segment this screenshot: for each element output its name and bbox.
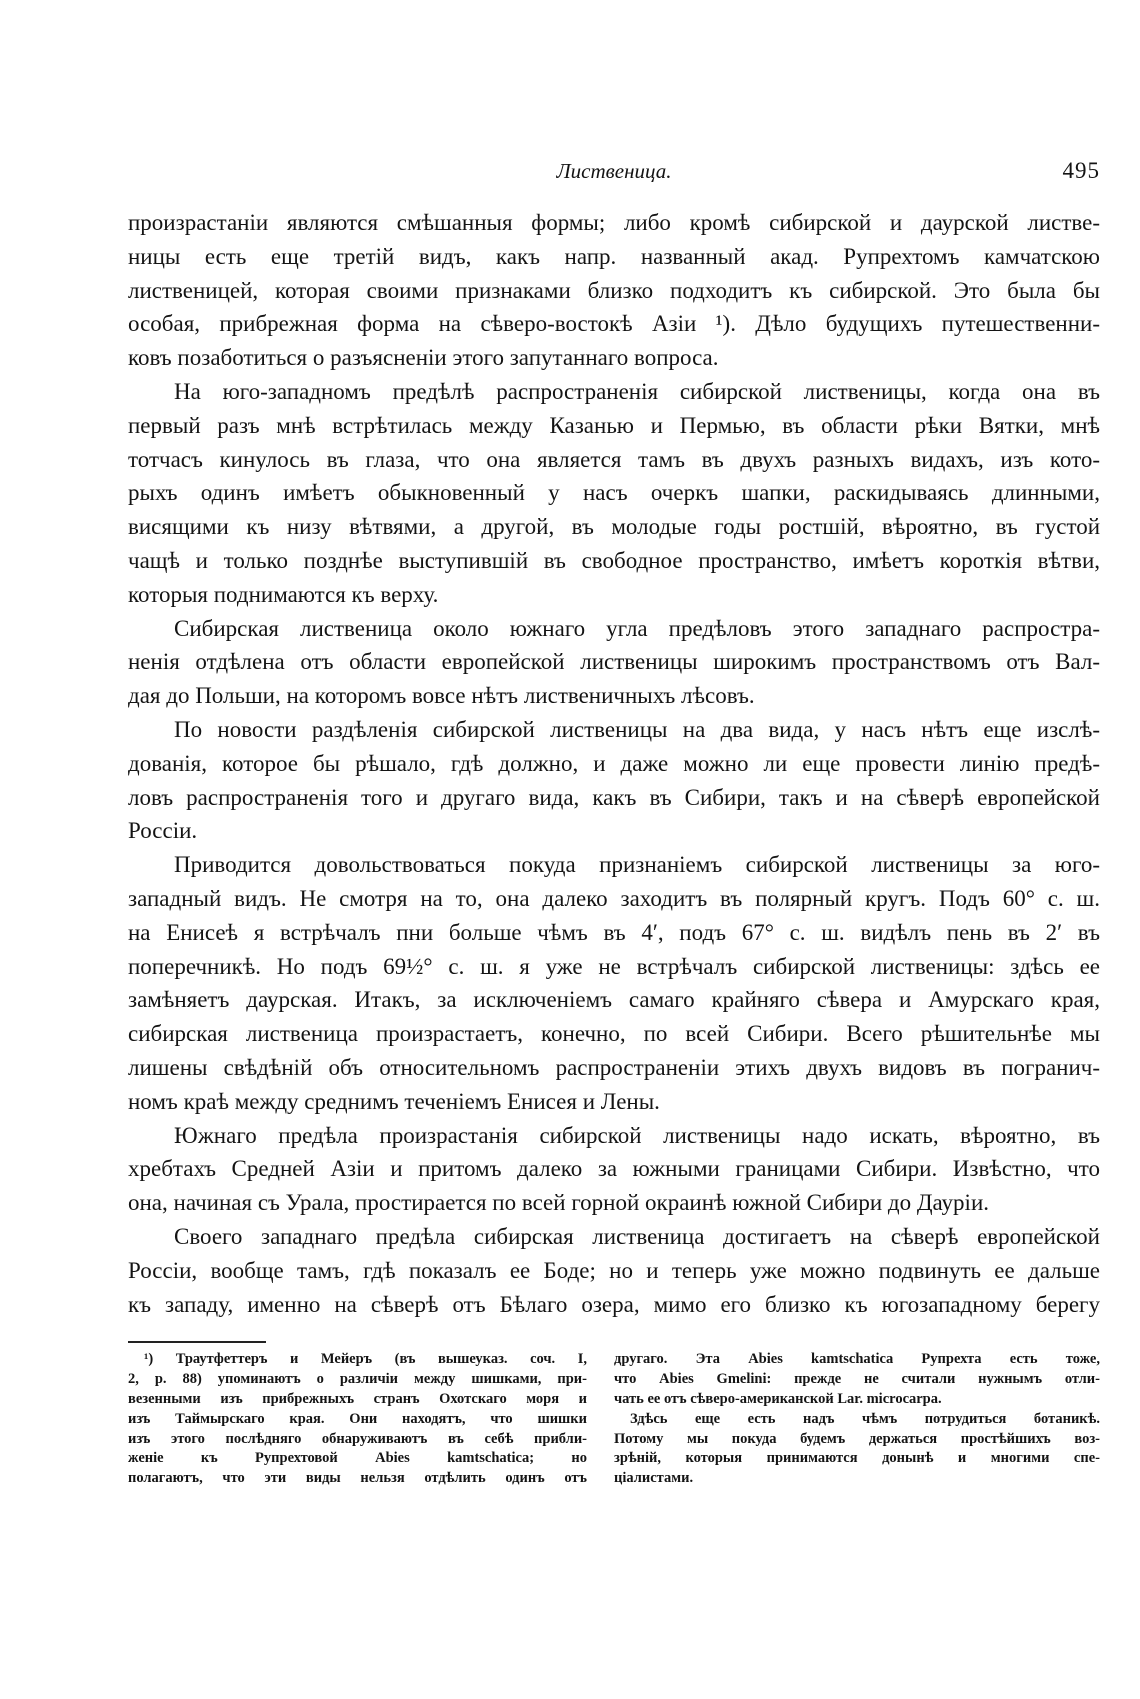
- footnote: [128, 1350, 587, 1489]
- text-line: на Енисеѣ я встрѣчалъ пни больше чѣмъ въ 4′, подъ 67° с. ш. видѣлъ пень въ 2′ въ: [128, 919, 1100, 945]
- text-line: ницы есть еще третій видъ, какъ напр. названный акад. Рупрехтомъ камчатскою: [128, 243, 1100, 269]
- paragraph: [128, 848, 1100, 1118]
- text-line: къ западу, именно на сѣверѣ отъ Бѣлаго озера, мимо его близко къ югозападному берегу: [128, 1291, 1100, 1317]
- text-line: сибирская лиственица произрастаетъ, конечно, по всей Сибири. Всего рѣшительнѣе мы: [128, 1021, 1100, 1047]
- text-line: Здѣсь еще есть надъ чѣмъ потрудиться ботаникѣ.: [630, 1410, 1100, 1427]
- text-line: что Abies Gmelini: прежде не считали нужнымъ отли-: [614, 1370, 1100, 1387]
- text-line: поперечникѣ. Но подъ 69½° с. ш. я уже не встрѣчалъ сибирской лиственицы: здѣсь ее: [128, 953, 1100, 979]
- footnote: [614, 1350, 1100, 1410]
- text-line: 2, p. 88) упоминаютъ о различіи между шишками, при-: [128, 1370, 587, 1387]
- text-line: другаго. Эта Abies kamtschatica Рупрехта есть тоже,: [614, 1351, 1100, 1367]
- text-line: лиственицей, которая своими признаками близко подходитъ къ сибирской. Это была бы: [128, 277, 1100, 303]
- text-line: западный видъ. Не смотря на то, она далеко заходитъ въ полярный кругъ. Подъ 60° с. ш.: [128, 885, 1100, 911]
- text-line: дая до Польши, на которомъ вовсе нѣтъ лиственичныхъ лѣсовъ.: [128, 683, 755, 709]
- text-line: Своего западнаго предѣла сибирская лиственица достигаетъ на сѣверѣ европейской: [174, 1223, 1100, 1249]
- text-line: На юго-западномъ предѣлѣ распространенія сибирской лиственицы, когда она въ: [174, 378, 1100, 404]
- text-line: Потому мы покуда будемъ держаться простѣйшихъ воз-: [614, 1430, 1100, 1447]
- text-line: ковъ позаботиться о разъясненіи этого запутаннаго вопроса.: [128, 345, 719, 371]
- footnotes-left-column: [128, 1350, 587, 1489]
- text-line: Приводится довольствоваться покуда признаніемъ сибирской лиственицы за юго-: [174, 852, 1100, 878]
- footnotes-right-column: [614, 1350, 1100, 1489]
- text-line: первый разъ мнѣ встрѣтилась между Казанью и Пермью, въ области рѣки Вятки, мнѣ: [128, 412, 1100, 438]
- text-line: женіе къ Рупрехтовой Abies kamtschatica; но: [128, 1450, 587, 1467]
- text-line: ціалистами.: [614, 1470, 694, 1487]
- text-line: произрастаніи являются смѣшанныя формы; либо кромѣ сибирской и даурской листве-: [128, 210, 1100, 235]
- text-line: зрѣній, которыя принимаются донынѣ и многими спе-: [614, 1450, 1100, 1467]
- page-number: 495: [1062, 158, 1100, 183]
- paragraph: [128, 1119, 1100, 1220]
- paragraph: [128, 375, 1100, 612]
- text-line: Сибирская лиственица около южнаго угла предѣловъ этого западнаго распростра-: [174, 615, 1100, 641]
- paragraph: [128, 206, 1100, 375]
- paragraph: [128, 713, 1100, 848]
- footnote-separator: [128, 1341, 266, 1343]
- text-line: полагаютъ, что эти виды нельзя отдѣлить одинъ отъ: [128, 1470, 587, 1487]
- text-line: тотчасъ кинулось въ глаза, что она является тамъ въ двухъ разныхъ видахъ, изъ кото-: [128, 446, 1100, 472]
- running-title: Лиственица.: [556, 159, 672, 183]
- text-line: хребтахъ Средней Азіи и притомъ далеко за южными границами Сибири. Извѣстно, что: [128, 1156, 1100, 1182]
- text-line: Южнаго предѣла произрастанія сибирской лиственицы надо искать, вѣроятно, въ: [174, 1122, 1100, 1148]
- text-line: везенными изъ прибрежныхъ странъ Охотскаго моря и: [128, 1390, 587, 1407]
- text-line: особая, прибрежная форма на сѣверо-востокѣ Азіи ¹). Дѣло будущихъ путешественни-: [128, 311, 1100, 337]
- text-line: рыхъ одинъ имѣетъ обыкновенный у насъ очеркъ шапки, раскидываясь длинными,: [128, 480, 1100, 506]
- text-line: ненія отдѣлена отъ области европейской лиственицы широкимъ пространствомъ отъ Вал-: [128, 649, 1100, 675]
- text-line: изъ Таймырскаго края. Они находятъ, что шишки: [128, 1410, 587, 1427]
- text-line: чащѣ и только позднѣе выступившій въ свободное пространство, имѣетъ короткія вѣтви,: [128, 547, 1100, 573]
- text-line: дованія, которое бы рѣшало, гдѣ должно, и даже можно ли еще провести линію предѣ-: [128, 750, 1100, 776]
- text-line: ловъ распространенія того и другаго вида, какъ въ Сибири, такъ и на сѣверѣ европейской: [128, 784, 1100, 810]
- text-line: чать ее отъ сѣверо-американской Lar. microcarpa.: [614, 1390, 942, 1407]
- text-line: висящими къ низу вѣтвями, а другой, въ молодые годы ростшій, вѣроятно, въ густой: [128, 514, 1100, 540]
- text-line: ¹) Траутфеттеръ и Мейеръ (въ вышеуказ. соч. I,: [144, 1351, 587, 1367]
- footnote: [614, 1410, 1100, 1490]
- text-line: номъ краѣ между среднимъ теченіемъ Енисея и Лены.: [128, 1088, 660, 1114]
- text-line: замѣняетъ даурская. Итакъ, за исключеніемъ самаго крайняго сѣвера и Амурскаго края,: [128, 987, 1100, 1013]
- text-line: По новости раздѣленія сибирской лиственицы на два вида, у насъ нѣтъ еще изслѣ-: [174, 716, 1100, 742]
- running-head: [128, 156, 1100, 186]
- paragraph: [128, 1220, 1100, 1321]
- text-line: Россіи.: [128, 818, 198, 844]
- text-line: лишены свѣдѣній объ относительномъ распространеніи этихъ двухъ видовъ въ погранич-: [128, 1054, 1100, 1080]
- text-line: которыя поднимаются къ верху.: [128, 581, 439, 607]
- text-line: Россіи, вообще тамъ, гдѣ показалъ ее Боде; но и теперь уже можно подвинуть ее дальше: [128, 1257, 1100, 1283]
- body-text: [128, 206, 1100, 1321]
- paragraph: [128, 612, 1100, 713]
- text-line: она, начиная съ Урала, простирается по всей горной окраинѣ южной Сибири до Дауріи.: [128, 1190, 990, 1216]
- text-line: изъ этого послѣдняго обнаруживаютъ въ себѣ прибли-: [128, 1430, 587, 1447]
